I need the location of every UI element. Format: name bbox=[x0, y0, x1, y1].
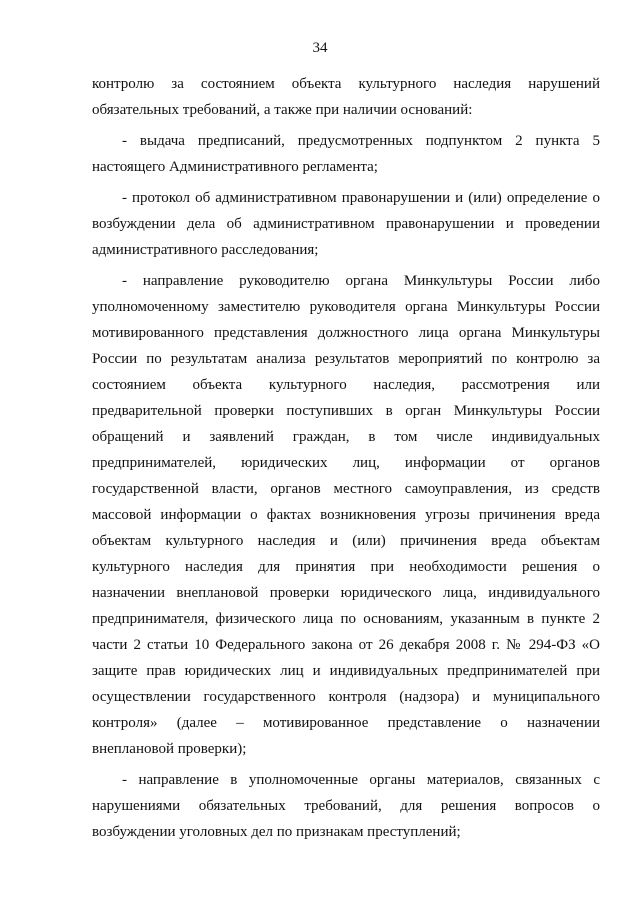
paragraph-4 bbox=[92, 268, 600, 762]
text-line: - выдача предписаний, предусмотренных подпунктом 2 пункта 5 bbox=[122, 133, 600, 149]
text-line: контролю за состоянием объекта культурного наследия нарушений bbox=[92, 76, 600, 92]
text-line: массовой информации о фактах возникновения угрозы причинения вреда bbox=[92, 507, 600, 523]
paragraph-2 bbox=[92, 128, 600, 180]
text-line: нарушениями обязательных требований, для решения вопросов о bbox=[92, 798, 600, 814]
text-line: контроля» (далее – мотивированное представление о назначении bbox=[92, 715, 600, 731]
text-line: осуществлении государственного контроля (надзора) и муниципального bbox=[92, 689, 600, 705]
paragraph-3 bbox=[92, 185, 600, 263]
text-line: России по результатам анализа результатов мероприятий по контролю за bbox=[92, 351, 600, 367]
text-line: культурного наследия для принятия при необходимости решения о bbox=[92, 559, 600, 575]
text-line: мотивированного представления должностного лица органа Минкультуры bbox=[92, 325, 600, 341]
text-line: обязательных требований, а также при наличии оснований: bbox=[92, 102, 473, 118]
text-line: возбуждении дела об административном правонарушении и проведении bbox=[92, 216, 600, 232]
text-line: объектам культурного наследия и (или) причинения вреда объектам bbox=[92, 533, 600, 549]
text-line: - протокол об административном правонарушении и (или) определение о bbox=[122, 190, 600, 206]
text-line: внеплановой проверки); bbox=[92, 741, 247, 757]
text-line: настоящего Административного регламента; bbox=[92, 159, 378, 175]
text-line: назначении внеплановой проверки юридического лица, индивидуального bbox=[92, 585, 600, 601]
text-line: части 2 статьи 10 Федерального закона от 26 декабря 2008 г. № 294-ФЗ «О bbox=[92, 637, 600, 653]
text-line: предварительной проверки поступивших в орган Минкультуры России bbox=[92, 403, 600, 419]
text-line: - направление в уполномоченные органы материалов, связанных с bbox=[122, 772, 600, 788]
text-line: - направление руководителю органа Минкультуры России либо bbox=[122, 273, 600, 289]
paragraph-5 bbox=[92, 767, 600, 845]
document-body bbox=[92, 71, 600, 845]
text-line: предпринимателя, физического лица по основаниям, указанным в пункте 2 bbox=[92, 611, 600, 627]
text-line: административного расследования; bbox=[92, 242, 319, 258]
text-line: предпринимателей, юридических лиц, информации от органов bbox=[92, 455, 600, 471]
text-line: состоянием объекта культурного наследия, рассмотрения или bbox=[92, 377, 600, 393]
page-number: 34 bbox=[312, 40, 328, 56]
text-line: защите прав юридических лиц и индивидуальных предпринимателей при bbox=[92, 663, 600, 679]
text-line: обращений и заявлений граждан, в том числе индивидуальных bbox=[92, 429, 600, 445]
text-line: возбуждении уголовных дел по признакам преступлений; bbox=[92, 824, 461, 840]
text-line: государственной власти, органов местного самоуправления, из средств bbox=[92, 481, 600, 497]
paragraph-1 bbox=[92, 71, 600, 123]
text-line: уполномоченному заместителю руководителя органа Минкультуры России bbox=[92, 299, 600, 315]
